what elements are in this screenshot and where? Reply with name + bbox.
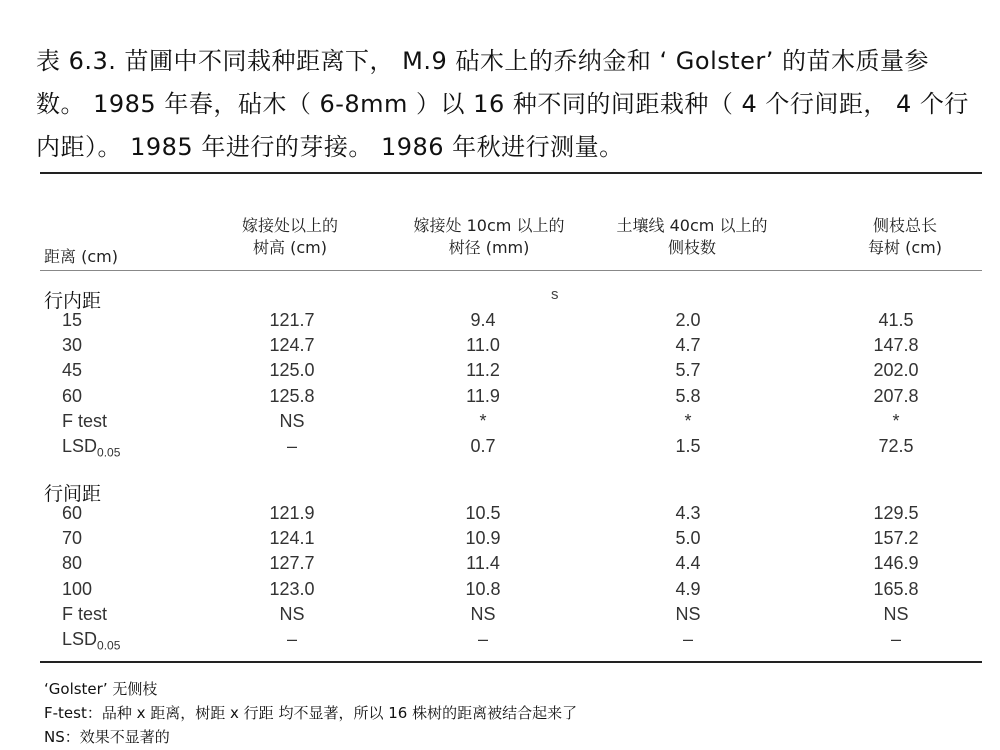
table-row	[0, 503, 1000, 528]
header-tree-height	[210, 215, 370, 259]
table-header-rule	[40, 270, 982, 271]
table-cell: 123.0	[269, 578, 315, 599]
table-cell: NS	[470, 603, 496, 624]
row-label	[62, 604, 182, 625]
row-label	[62, 553, 182, 574]
row-label	[62, 360, 182, 381]
table-cell: *	[684, 410, 692, 431]
table-cell: *	[892, 410, 900, 431]
table-cell: 11.4	[466, 553, 500, 574]
table-cell: 5.8	[675, 385, 701, 406]
section-title-in-row: 行内距	[44, 290, 102, 312]
table-cell: 41.5	[878, 310, 914, 330]
table-cell: –	[477, 629, 488, 649]
table-cell: NS	[675, 603, 701, 624]
table-cell: 1.5	[675, 436, 701, 456]
row-label-subscript: 0.05	[97, 445, 121, 460]
stray-mark: s	[551, 286, 559, 303]
row-label-text: F test	[62, 410, 108, 431]
table-cell: –	[286, 436, 297, 456]
table-cell: NS	[279, 603, 305, 624]
table-cell: 146.9	[873, 553, 919, 574]
row-label	[62, 629, 182, 653]
table-cell: 0.7	[470, 436, 496, 456]
table-row	[0, 553, 1000, 578]
table-cell: 11.9	[466, 385, 500, 406]
table-row	[0, 310, 1000, 335]
row-label-text: 60	[62, 503, 83, 523]
table-cell: 9.4	[470, 310, 496, 330]
table-cell: –	[286, 629, 297, 649]
table-cell: 127.7	[269, 553, 315, 574]
section-title-between-row: 行间距	[44, 483, 102, 505]
row-label-text: 80	[62, 553, 83, 574]
table-row	[0, 335, 1000, 360]
table-cell: –	[890, 629, 901, 649]
row-label-text: F test	[62, 603, 108, 624]
table-bottom-rule	[40, 661, 982, 663]
table-cell: 124.7	[269, 335, 315, 356]
table-row	[0, 411, 1000, 436]
row-label	[62, 528, 182, 549]
header-line: 嫁接处 10cm 以上的	[413, 216, 565, 235]
table-cell: 5.7	[675, 360, 701, 381]
table-cell: 10.8	[465, 578, 501, 599]
table-cell: 11.2	[466, 360, 500, 381]
header-branch-count	[602, 215, 782, 259]
table-cell: 157.2	[873, 528, 919, 549]
header-tree-diameter	[398, 215, 580, 259]
table-cell: *	[479, 410, 487, 431]
table-cell: 4.7	[675, 335, 701, 356]
row-label-text: 70	[62, 528, 83, 549]
table-cell: 5.0	[675, 528, 701, 549]
table-cell: 121.7	[269, 310, 315, 330]
table-cell: 124.1	[269, 528, 315, 549]
table-cell: 202.0	[873, 360, 919, 381]
footnote-f-test: F-test：品种 x 距离，树距 x 行距 均不显著，所以 16 株树的距离被结合起来了	[44, 704, 578, 722]
row-label-text: LSD	[62, 629, 98, 649]
header-line: 侧枝总长	[872, 216, 937, 235]
header-line: 每树 (cm)	[868, 238, 942, 257]
table-cell: 121.9	[269, 503, 315, 523]
table-cell: 207.8	[873, 385, 919, 406]
row-label-subscript: 0.05	[97, 638, 121, 653]
table-row	[0, 436, 1000, 461]
table-cell: 129.5	[873, 503, 919, 523]
row-label-text: 45	[62, 360, 83, 381]
header-line: 嫁接处以上的	[241, 216, 338, 235]
table-caption: 表 6.3. 苗圃中不同栽种距离下， M.9 砧木上的乔纳金和 ‘ Golster’ 的苗木质量参数。 1985 年春，砧木（ 6-8mm ）以 16 种不同的间距栽种（ 4 个行间距， 4 个行内距）。 1985 年进行的芽接。 1986 年秋进行测量。	[36, 47, 969, 161]
table-cell: 4.9	[675, 578, 701, 599]
table-cell: NS	[279, 410, 305, 431]
footnote-ns: NS：效果不显著的	[44, 728, 170, 746]
table-cell: 10.5	[465, 503, 501, 523]
table-cell: 10.9	[465, 528, 501, 549]
table-cell: NS	[883, 603, 909, 624]
table-row	[0, 528, 1000, 553]
row-label	[62, 335, 182, 356]
table-row	[0, 579, 1000, 604]
table-cell: 125.0	[269, 360, 315, 381]
row-label	[62, 386, 182, 407]
table-cell: –	[682, 629, 693, 649]
table-cell: 4.3	[675, 503, 701, 523]
row-label	[62, 411, 182, 432]
table-row	[0, 604, 1000, 629]
row-label-text: 60	[62, 385, 83, 406]
row-label	[62, 310, 182, 331]
table-cell: 72.5	[878, 436, 914, 456]
row-label-text: LSD	[62, 436, 98, 456]
table-row	[0, 386, 1000, 411]
table-cell: 2.0	[675, 310, 701, 330]
row-label-text: 15	[62, 310, 83, 330]
header-line: 土壤线 40cm 以上的	[616, 216, 768, 235]
row-label-text: 100	[62, 578, 93, 599]
table-top-rule	[40, 172, 982, 174]
footnote-golster: ‘Golster’ 无侧枝	[44, 680, 158, 698]
row-label	[62, 503, 182, 524]
row-label	[62, 436, 182, 460]
header-line: 侧枝数	[667, 238, 716, 257]
row-label	[62, 579, 182, 600]
table-cell: 11.0	[466, 335, 500, 356]
table-row	[0, 360, 1000, 385]
table-cell: 125.8	[269, 385, 315, 406]
header-row-label: 距离 (cm)	[44, 247, 118, 266]
table-cell: 165.8	[873, 578, 919, 599]
table-cell: 4.4	[675, 553, 701, 574]
table-row	[0, 629, 1000, 654]
header-line: 树高 (cm)	[253, 238, 327, 257]
header-line: 树径 (mm)	[448, 238, 530, 257]
header-branch-length	[840, 215, 970, 259]
table-cell: 147.8	[873, 335, 919, 356]
row-label-text: 30	[62, 335, 83, 356]
